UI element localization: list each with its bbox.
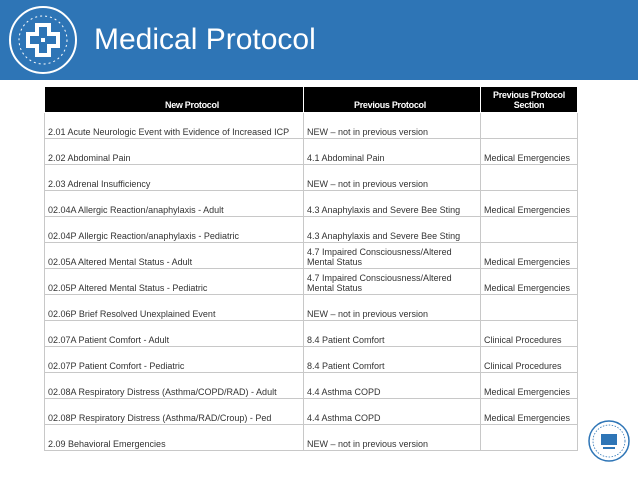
- previous-protocol-cell: NEW – not in previous version: [304, 425, 481, 451]
- department-of-health-logo-icon: [8, 5, 78, 75]
- previous-section-cell: [481, 165, 578, 191]
- previous-protocol-cell: 4.7 Impaired Consciousness/Altered Mental Status: [304, 243, 481, 269]
- previous-section-cell: Medical Emergencies: [481, 139, 578, 165]
- previous-section-cell: [481, 217, 578, 243]
- new-protocol-cell: 2.09 Behavioral Emergencies: [45, 425, 304, 451]
- table-row: [45, 425, 578, 451]
- table-row: [45, 243, 578, 269]
- column-header-new-protocol: New Protocol: [45, 87, 304, 113]
- previous-protocol-cell: 4.1 Abdominal Pain: [304, 139, 481, 165]
- previous-protocol-cell: 4.3 Anaphylaxis and Severe Bee Sting: [304, 191, 481, 217]
- previous-section-cell: Medical Emergencies: [481, 373, 578, 399]
- previous-section-cell: Medical Emergencies: [481, 399, 578, 425]
- new-protocol-cell: 02.08P Respiratory Distress (Asthma/RAD/Croup) - Ped: [45, 399, 304, 425]
- new-protocol-cell: 2.03 Adrenal Insufficiency: [45, 165, 304, 191]
- table-row: [45, 217, 578, 243]
- previous-protocol-cell: 8.4 Patient Comfort: [304, 321, 481, 347]
- previous-section-cell: [481, 295, 578, 321]
- previous-section-cell: Medical Emergencies: [481, 191, 578, 217]
- new-protocol-cell: 02.07A Patient Comfort - Adult: [45, 321, 304, 347]
- accreditation-seal-icon: [587, 412, 631, 470]
- header-banner: [0, 0, 638, 80]
- previous-protocol-cell: 8.4 Patient Comfort: [304, 347, 481, 373]
- column-header-previous-protocol: Previous Protocol: [304, 87, 481, 113]
- new-protocol-cell: 02.04P Allergic Reaction/anaphylaxis - Pediatric: [45, 217, 304, 243]
- previous-protocol-cell: 4.3 Anaphylaxis and Severe Bee Sting: [304, 217, 481, 243]
- new-protocol-cell: 02.05P Altered Mental Status - Pediatric: [45, 269, 304, 295]
- table-row: [45, 191, 578, 217]
- table-row: [45, 373, 578, 399]
- table-row: [45, 139, 578, 165]
- new-protocol-cell: 2.01 Acute Neurologic Event with Evidence of Increased ICP: [45, 113, 304, 139]
- new-protocol-cell: 02.04A Allergic Reaction/anaphylaxis - Adult: [45, 191, 304, 217]
- previous-section-cell: Medical Emergencies: [481, 243, 578, 269]
- protocol-table: [44, 86, 578, 451]
- table-row: [45, 321, 578, 347]
- previous-section-cell: Clinical Procedures: [481, 321, 578, 347]
- page-title: Medical Protocol: [94, 23, 316, 56]
- previous-protocol-cell: NEW – not in previous version: [304, 165, 481, 191]
- previous-protocol-cell: 4.7 Impaired Consciousness/Altered Mental Status: [304, 269, 481, 295]
- previous-section-cell: [481, 113, 578, 139]
- column-header-previous-protocol-section: Previous Protocol Section: [481, 87, 578, 113]
- previous-section-cell: Medical Emergencies: [481, 269, 578, 295]
- table-row: [45, 399, 578, 425]
- table-row: [45, 295, 578, 321]
- table-row: [45, 347, 578, 373]
- previous-protocol-cell: NEW – not in previous version: [304, 113, 481, 139]
- previous-section-cell: [481, 425, 578, 451]
- new-protocol-cell: 2.02 Abdominal Pain: [45, 139, 304, 165]
- previous-protocol-cell: 4.4 Asthma COPD: [304, 399, 481, 425]
- table-row: [45, 269, 578, 295]
- table-row: [45, 165, 578, 191]
- new-protocol-cell: 02.06P Brief Resolved Unexplained Event: [45, 295, 304, 321]
- new-protocol-cell: 02.07P Patient Comfort - Pediatric: [45, 347, 304, 373]
- new-protocol-cell: 02.05A Altered Mental Status - Adult: [45, 243, 304, 269]
- table-row: [45, 113, 578, 139]
- previous-section-cell: Clinical Procedures: [481, 347, 578, 373]
- table-header-row: [45, 87, 578, 113]
- previous-protocol-cell: 4.4 Asthma COPD: [304, 373, 481, 399]
- previous-protocol-cell: NEW – not in previous version: [304, 295, 481, 321]
- new-protocol-cell: 02.08A Respiratory Distress (Asthma/COPD/RAD) - Adult: [45, 373, 304, 399]
